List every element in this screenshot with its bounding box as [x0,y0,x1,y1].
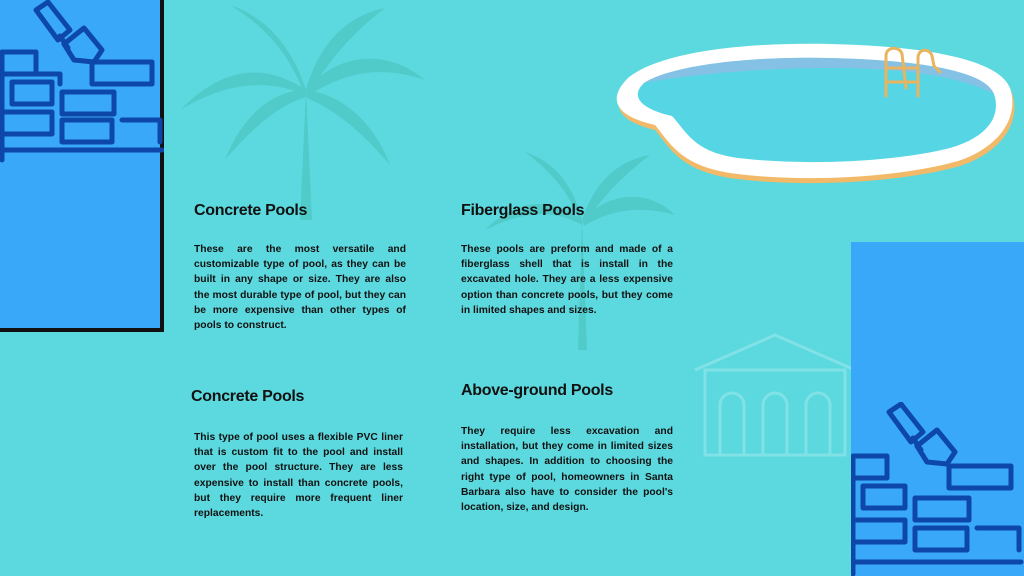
section-above-ground-pools [461,382,673,515]
section-body: These are the most versatile and customizable type of pool, as they can be built in any shape or size. They are also the most durable type of pool, but they can be more expensive than other types of pools to construct. [194,244,406,332]
section-heading: Concrete Pools [191,388,305,405]
section-fiberglass-pools [461,202,673,318]
section-body: They require less excavation and installation, but they come in limited sizes and shapes. In addition to choosing the right type of pool, homeowners in Santa Barbara also have to consider the pool's location, size, and design. [461,426,673,514]
background-palm-decoration [170,0,430,220]
brick-trowel-icon [0,0,164,165]
section-heading: Fiberglass Pools [461,202,585,219]
section-vinyl-liner-pools [191,388,403,521]
section-concrete-pools [194,202,406,333]
section-body: These pools are preform and made of a fiberglass shell that is install in the excavated hole. They are a less expensive option than concrete pools, but they come in limited shapes and sizes. [461,244,673,316]
swimming-pool-icon [600,38,1020,188]
brick-trowel-icon [851,402,1024,576]
section-heading: Concrete Pools [194,202,308,219]
section-body: This type of pool uses a flexible PVC liner that is custom fit to the pool and install over the pool structure. They are less expensive to install than concrete pools, but they require more frequent liner replacements. [194,432,403,520]
background-house-decoration [690,330,860,460]
section-heading: Above-ground Pools [461,382,613,399]
